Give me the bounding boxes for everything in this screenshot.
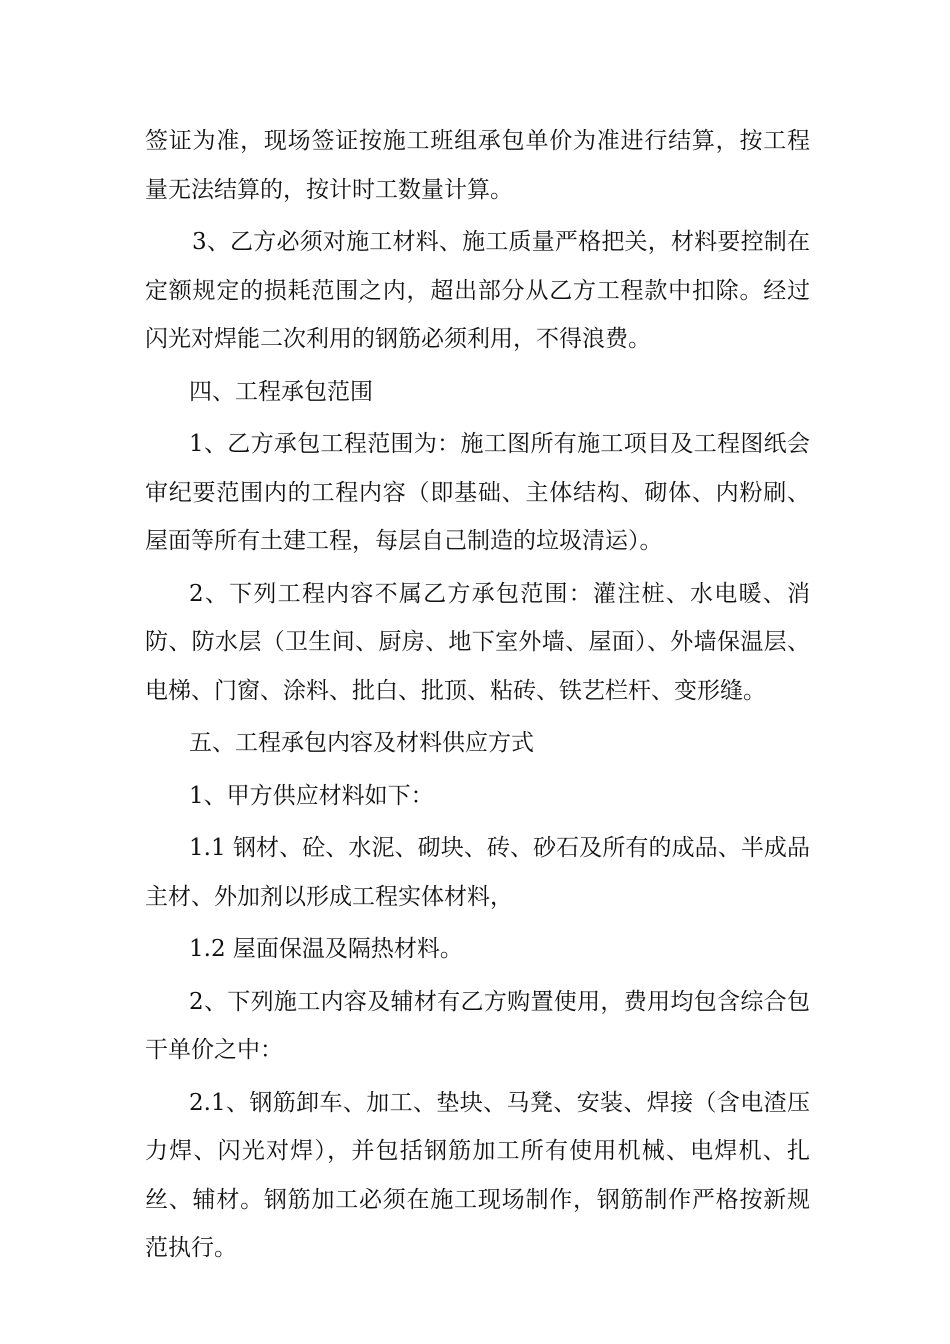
paragraph-continuation: 签证为准，现场签证按施工班组承包单价为准进行结算，按工程量无法结算的，按计时工数量计算。	[145, 128, 810, 203]
paragraph-scope-1: 1、乙方承包工程范围为：施工图所有施工项目及工程图纸会审纪要范围内的工程内容（即基础、主体结构、砌体、内粉刷、屋面等所有土建工程，每层自己制造的垃圾清运）。	[145, 431, 810, 554]
paragraph-supply-2-1: 2.1、钢筋卸车、加工、垫块、马凳、安装、焊接（含电渣压力焊、闪光对焊），并包括钢筋加工所有使用机械、电焊机、扎丝、辅材。钢筋加工必须在施工现场制作，钢筋制作严格按新规范执行。	[145, 1089, 810, 1261]
document-body	[145, 117, 810, 1273]
paragraph-supply-1-2: 1.2 屋面保温及隔热材料。	[189, 936, 463, 962]
section-heading-5: 五、工程承包内容及材料供应方式	[189, 730, 534, 756]
paragraph-supply-2: 2、下列施工内容及辅材有乙方购置使用，费用均包含综合包干单价之中：	[145, 988, 810, 1063]
paragraph-supply-1-1: 1.1 钢材、砼、水泥、砌块、砖、砂石及所有的成品、半成品主材、外加剂以形成工程实体材料，	[145, 835, 810, 910]
paragraph-scope-2: 2、下列工程内容不属乙方承包范围：灌注桩、水电暖、消防、防水层（卫生间、厨房、地下室外墙、屋面）、外墙保温层、电梯、门窗、涂料、批白、批顶、粘砖、铁艺栏杆、变形缝。	[145, 580, 810, 704]
paragraph-supply-1: 1、甲方供应材料如下：	[189, 782, 434, 809]
paragraph-clause-3: 3、乙方必须对施工材料、施工质量严格把关，材料要控制在定额规定的损耗范围之内，超出部分从乙方工程款中扣除。经过闪光对焊能二次利用的钢筋必须利用，不得浪费。	[145, 229, 810, 352]
section-heading-4: 四、工程承包范围	[189, 378, 373, 405]
